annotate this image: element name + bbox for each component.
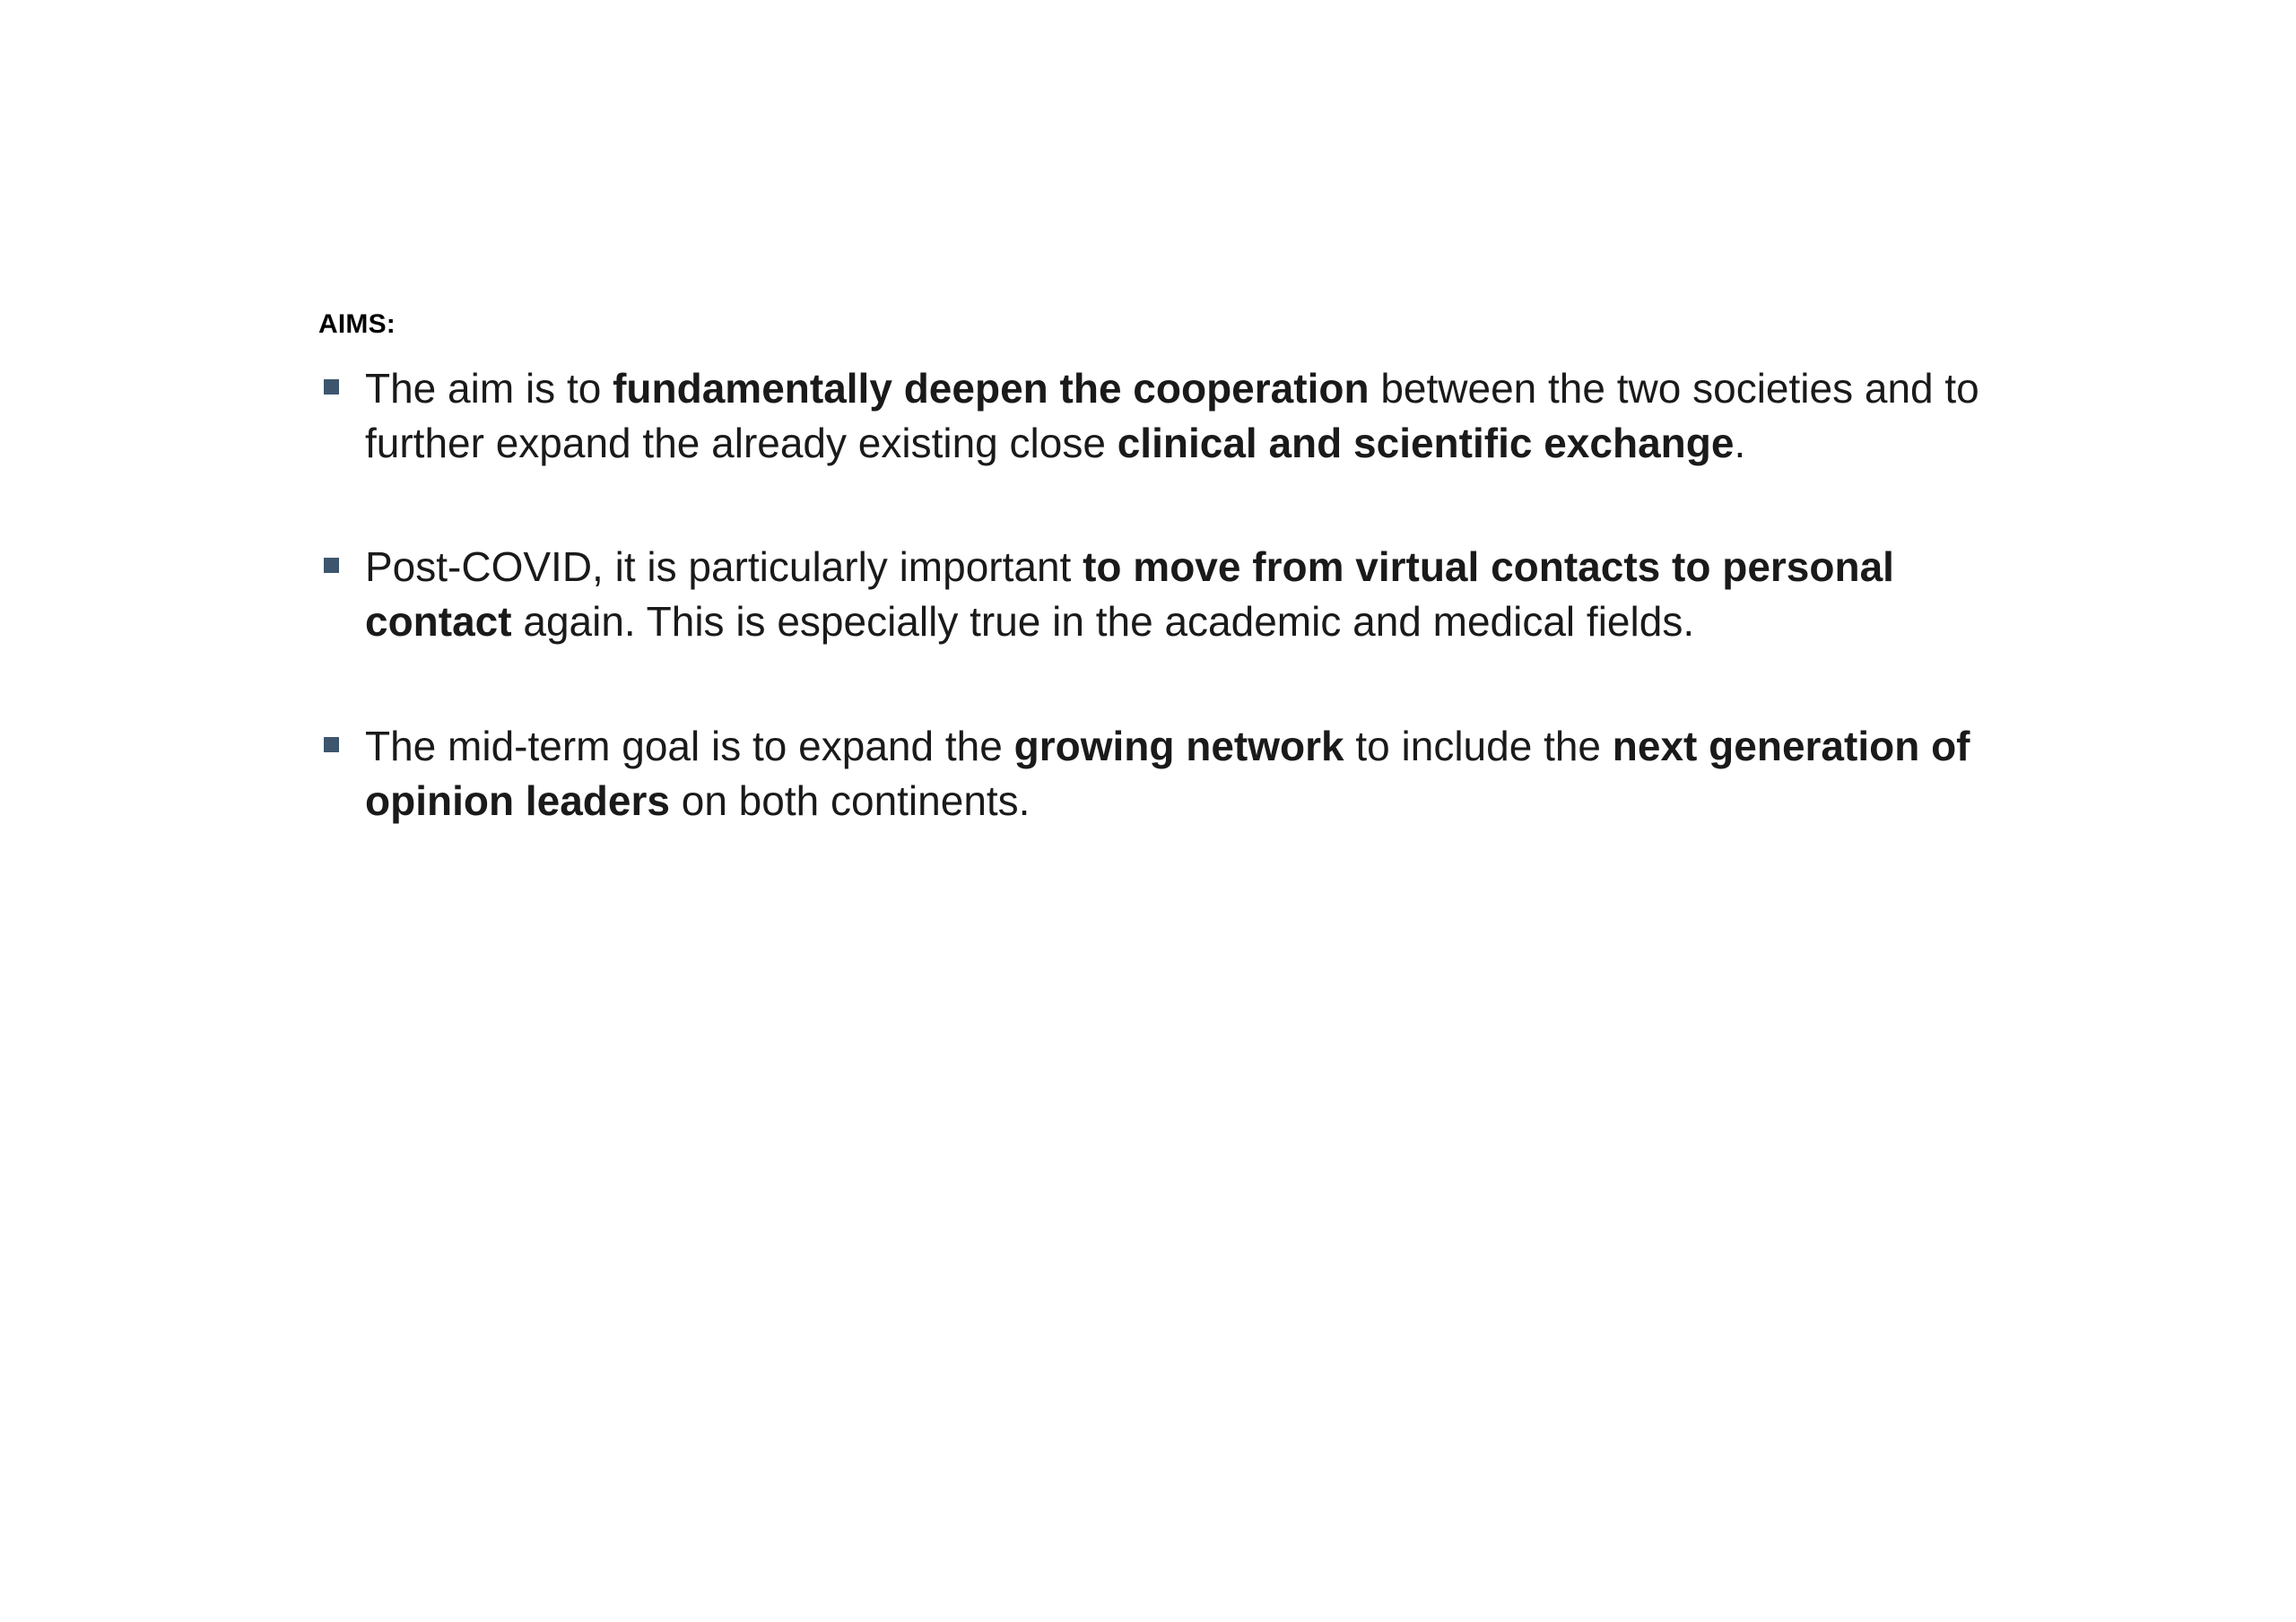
bullet-text: The aim is to fundamentally deepen the cooperation between the two societies and to further expand the already existing close clinical and scientific exchange. — [365, 365, 1979, 466]
bullet-text: The mid-term goal is to expand the growing network to include the next generation of opinion leaders on both continents. — [365, 722, 1970, 824]
slide-content — [318, 309, 2049, 828]
square-bullet-icon — [324, 558, 339, 573]
list-item — [318, 361, 2049, 470]
list-item — [318, 540, 2049, 648]
square-bullet-icon — [324, 737, 339, 752]
square-bullet-icon — [324, 379, 339, 395]
bullet-list — [318, 361, 2049, 828]
bullet-text: Post-COVID, it is particularly important to move from virtual contacts to personal contact again. This is especially true in the academic and medical fields. — [365, 543, 1894, 646]
list-item — [318, 719, 2049, 828]
page-title: AIMS: — [318, 309, 396, 339]
